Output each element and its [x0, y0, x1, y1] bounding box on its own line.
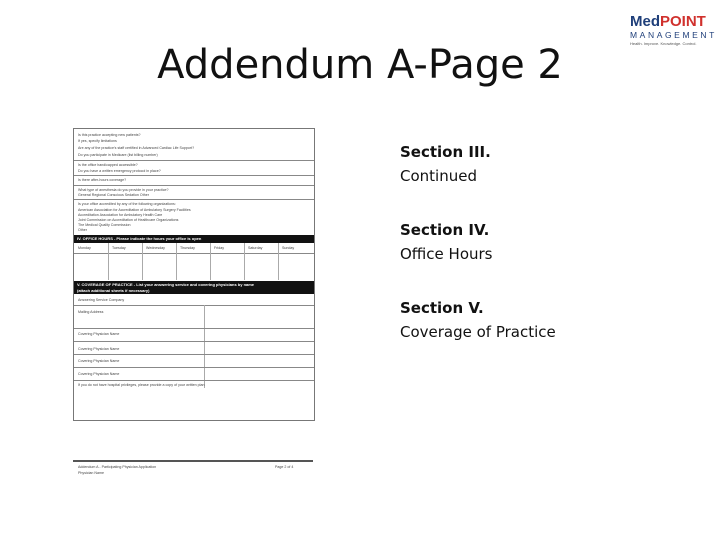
coverage-line: Covering Physician Name [78, 332, 120, 336]
section-v-subtitle: Coverage of Practice [400, 323, 556, 341]
form-line: Other [78, 228, 87, 232]
form-line: Is this practice accepting new patients? [78, 133, 141, 137]
form-line: General Regional Conscious Sedation Other [78, 193, 149, 197]
hours-grid-line [244, 243, 245, 280]
form-footer-left: Addendum A - Participating Physician Application [78, 465, 157, 469]
logo-subtitle: MANAGEMENT [630, 30, 717, 40]
form-divider [74, 367, 314, 368]
coverage-line: Answering Service Company [78, 298, 125, 302]
coverage-line: Covering Physician Name [78, 347, 120, 351]
form-line: Is your office accredited by any of the following organizations: [78, 202, 176, 206]
coverage-line: Covering Physician Name [78, 372, 120, 376]
form-divider [74, 341, 314, 342]
day-label: Friday [214, 246, 224, 250]
form-line: Are any of the practice's staff certified in Advanced Cardiac Life Support? [78, 146, 195, 150]
hours-grid-line [278, 243, 279, 280]
form-line: Accreditation Association for Ambulatory Health Care [78, 213, 163, 217]
day-label: Sunday [282, 246, 295, 250]
form-line: Is there after-hours coverage? [78, 178, 127, 182]
section-iii-subtitle: Continued [400, 167, 477, 185]
form-footer-right: Page 2 of 4 [275, 465, 294, 469]
section-v-bar-text2: (attach additional sheets if necessary) [77, 288, 150, 293]
hours-grid-line [176, 243, 177, 280]
coverage-line: Mailing Address [78, 310, 104, 314]
day-label: Monday [78, 246, 91, 250]
coverage-line: If you do not have hospital privileges, please provide a copy of your written plan [78, 383, 205, 387]
form-line: The Medical Quality Commission [78, 223, 131, 227]
day-label: Tuesday [112, 246, 126, 250]
form-divider [74, 175, 314, 176]
form-divider [74, 305, 314, 306]
logo-brand [630, 14, 714, 29]
sections-list [400, 140, 700, 374]
form-line: What type of anesthesia do you provide in your practice? [78, 188, 169, 192]
form-divider [74, 354, 314, 355]
section-v-heading: Section V. [400, 299, 484, 317]
day-label: Wednesday [146, 246, 165, 250]
form-footer-rule [73, 460, 313, 462]
form-divider [74, 328, 314, 329]
form-divider [74, 160, 314, 161]
section-v-bar [74, 281, 314, 294]
form-line: American Association for Accreditation of Ambulatory Surgery Facilities [78, 208, 191, 212]
logo-tagline: Health. Improve. Knowledge. Control. [630, 41, 697, 46]
form-line: Do you participate in Medicare (list billing number) [78, 153, 158, 157]
coverage-line: Covering Physician Name [78, 359, 120, 363]
hours-grid-line [108, 243, 109, 280]
section-iii-heading: Section III. [400, 143, 491, 161]
day-label: Saturday [248, 246, 263, 250]
section-iv-subtitle: Office Hours [400, 245, 493, 263]
logo-brand-main: Med [630, 13, 660, 30]
slide-title: Addendum A-Page 2 [157, 42, 563, 88]
logo-brand-accent: POINT [660, 13, 706, 30]
form-line: Do you have a written emergency protocol in place? [78, 169, 161, 173]
medpoint-logo [630, 13, 717, 50]
section-v-bar-text: V. COVERAGE OF PRACTICE - List your answering service and covering physicians by name [77, 282, 255, 287]
hours-grid-line [210, 243, 211, 280]
form-line: Joint Commission on Accreditation of Healthcare Organizations [78, 218, 179, 222]
form-footer-left2: Physician Name [78, 471, 104, 475]
hours-grid-line [142, 243, 143, 280]
form-divider [74, 380, 314, 381]
section-iv-bar: IV. OFFICE HOURS - Please indicate the hours your office is open [74, 235, 314, 243]
form-page-preview [73, 128, 315, 421]
section-iv-heading: Section IV. [400, 221, 490, 239]
day-label: Thursday [180, 246, 195, 250]
form-line: Is the office handicapped accessible? [78, 163, 138, 167]
form-line: If yes, specify limitations [78, 139, 117, 143]
form-divider [74, 199, 314, 200]
form-divider [74, 185, 314, 186]
coverage-grid-line [204, 305, 205, 388]
